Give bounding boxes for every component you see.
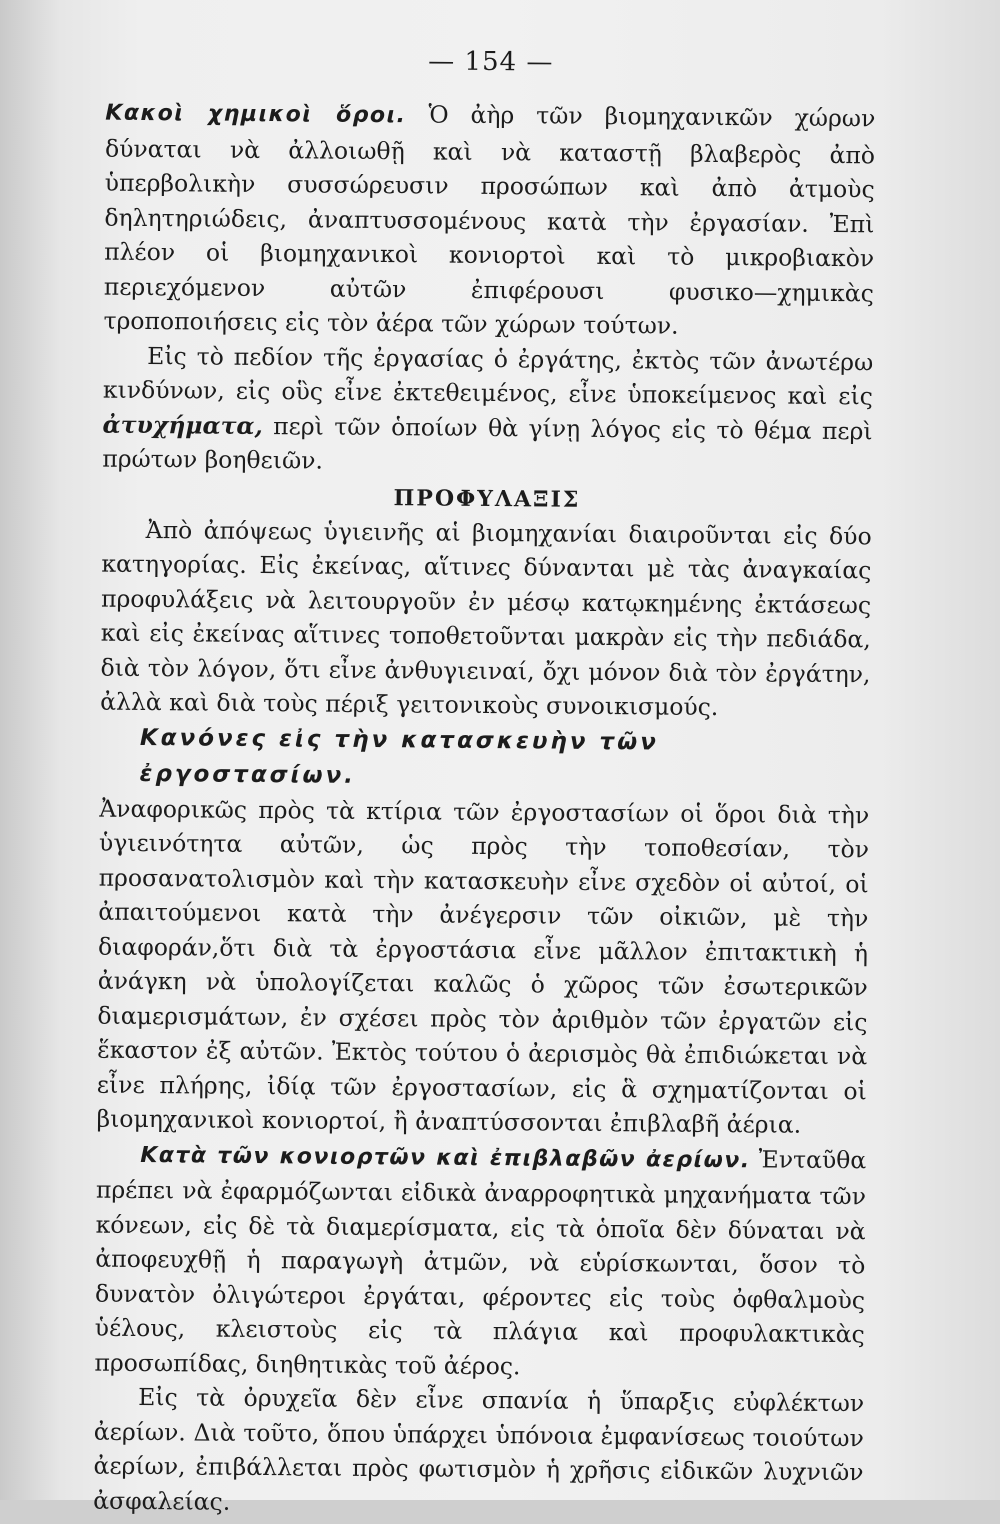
run-in-heading-dust-and-gases: Κατὰ τῶν κονιορτῶν καὶ ἐπιβλαβῶν ἀερίων. bbox=[140, 1142, 751, 1173]
paragraph-text: Ἀναφορικῶς πρὸς τὰ κτίρια τῶν ἐργοστασίων οἱ ὅροι διὰ τὴν ὑγιεινότητα αὐτῶν, ὡς πρὸς τὴν τοποθεσίαν, τὸν προσανατολισμὸν καὶ τὴν κατασκευὴν εἶνε σχεδὸν οἱ αὐτοί, οἱ ἀπαιτούμενοι κατὰ τὴν ἀνέγερσιν τῶν οἰκιῶν, μὲ τὴν διαφοράν,ὅτι διὰ τὰ ἐργοστάσια εἶνε μᾶλλον ἐπιτακτικὴ ἡ ἀνάγκη νὰ ὑπολογίζεται καλῶς ὁ χῶρος τῶν ἐσωτερικῶν διαμερισμάτων, ἐν σχέσει πρὸς τὸν ἀριθμὸν τῶν ἐργατῶν εἰς ἕκαστον ἐξ αὐτῶν. Ἐκτὸς τούτου ὁ ἀερισμὸς θὰ ἐπιδιώκεται νὰ εἶνε πλήρης, ἰδίᾳ τῶν ἐργοστασίων, εἰς ἃ σχηματίζονται οἱ βιομηχανικοὶ κονιορτοί, ἢ ἀναπτύσσονται ἐπιβλαβῆ ἀέρια. bbox=[96, 794, 870, 1139]
paragraph-mines-safety-lamps bbox=[93, 1380, 864, 1524]
paragraph-workplace-accidents bbox=[102, 338, 873, 483]
page-text-block bbox=[93, 37, 876, 1524]
subheading-factory-construction-rules: Κανόνες εἰς τὴν κατασκευὴν τῶν ἐργοστασίων. bbox=[139, 724, 659, 789]
paragraph-dust-and-gases bbox=[94, 1136, 866, 1386]
paragraph-text: Ὁ ἀὴρ τῶν βιομηχανικῶν χώρων δύναται νὰ ἀλλοιωθῇ καὶ νὰ καταστῇ βλαβερὸς ἀπὸ ὑπερβολικὴν συσσώρευσιν προσώπων καὶ ἀπὸ ἀτμοὺς δηλητηριώδεις, ἀναπτυσσομένους κατὰ τὴν ἐργασίαν. Ἐπὶ πλέον οἱ βιομηχανικοὶ κονιορτοὶ καὶ τὸ μικροβιακὸν περιεχόμενον αὐτῶν ἐπιφέρουσι φυσικο—χημικὰς τροποποιήσεις εἰς τὸν ἀέρα τῶν χώρων τούτων. bbox=[103, 100, 876, 340]
paragraph-factory-buildings bbox=[96, 791, 869, 1143]
paragraph-text: περὶ τῶν ὁποίων θὰ γίνῃ λόγος εἰς τὸ θέμα περὶ πρώτων βοηθειῶν. bbox=[102, 411, 873, 475]
paragraph-industry-categories bbox=[100, 512, 872, 726]
run-in-heading-bad-chemical-conditions: Κακοὶ χημικοὶ ὅροι. bbox=[105, 100, 407, 129]
paragraph-text: Εἰς τὸ πεδίον τῆς ἐργασίας ὁ ἐργάτης, ἐκτὸς τῶν ἀνωτέρω κινδύνων, εἰς οὓς εἶνε ἐκτεθειμένος, εἶνε ὑποκείμενος καὶ εἰς bbox=[102, 341, 874, 411]
page-number: — 154 — bbox=[428, 46, 554, 78]
emphasis-accidents: ἀτυχήματα, bbox=[102, 410, 263, 440]
paragraph-text: Ἀπὸ ἀπόψεως ὑγιεινῆς αἱ βιομηχανίαι διαιροῦνται εἰς δύο κατηγορίας. Εἰς ἐκείνας, αἵτινες δύνανται μὲ τὰς ἀναγκαίας προφυλάξεις νὰ λειτουργοῦν ἐν μέσῳ κατῳκημένης ἐκτάσεως καὶ εἰς ἐκείνας αἵτινες τοποθετοῦνται μακρὰν εἰς τὴν πεδιάδα, διὰ τὸν λόγον, ὅτι εἶνε ἀνθυγιειναί, ὄχι μόνον διὰ τὸν ἐργάτην, ἀλλὰ καὶ διὰ τοὺς πέριξ γειτονικοὺς συνοικισμούς. bbox=[100, 515, 872, 722]
section-heading-prophylaxis: ΠΡΟΦΥΛΑΞΙΣ bbox=[393, 484, 581, 513]
paragraph-text: Εἰς τὰ ὀρυχεῖα δὲν εἶνε σπανία ἡ ὕπαρξις εὐφλέκτων ἀερίων. Διὰ τοῦτο, ὅπου ὑπάρχει ὑπόνοια ἐμφανίσεως τοιούτων ἀερίων, ἐπιβάλλεται πρὸς φωτισμὸν ἡ χρῆσις εἰδικῶν λυχνιῶν ἀσφαλείας. bbox=[93, 1382, 865, 1516]
paragraph-bad-chemical-conditions bbox=[103, 95, 875, 345]
paragraph-text: Ἐνταῦθα πρέπει νὰ ἐφαρμόζωνται εἰδικὰ ἀναρροφητικὰ μηχανήματα τῶν κόνεων, εἰς δὲ τὰ διαμερίσματα, εἰς τὰ ὁποῖα δὲν δύναται νὰ ἀποφευχθῇ ἡ παραγωγὴ ἀτμῶν, νὰ εὑρίσκωνται, ὅσον τὸ δυνατὸν ὀλιγώτεροι ἐργάται, φέροντες εἰς τοὺς ὀφθαλμοὺς ὑέλους, κλειστοὺς εἰς τὰ πλάγια καὶ προφυλακτικὰς προσωπίδας, διηθητικὰς τοῦ ἀέρος. bbox=[94, 1144, 867, 1380]
